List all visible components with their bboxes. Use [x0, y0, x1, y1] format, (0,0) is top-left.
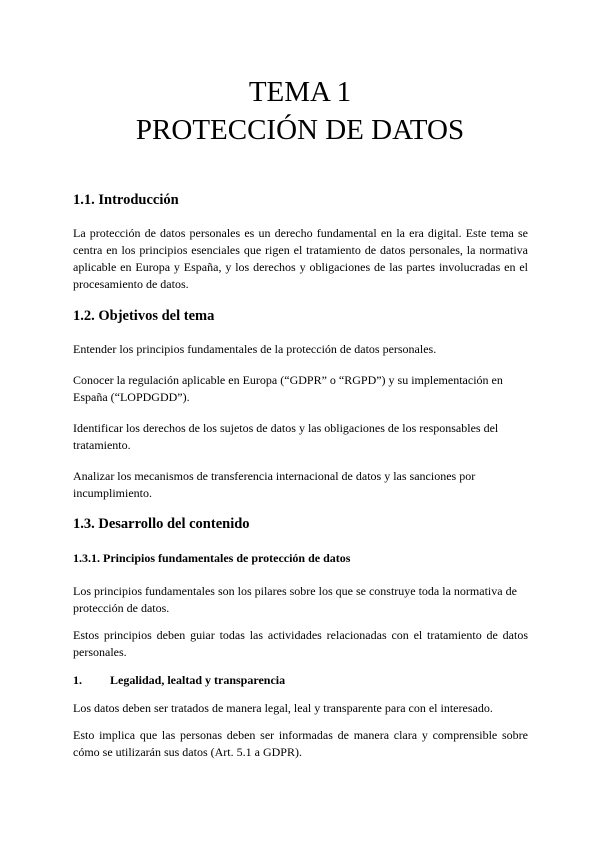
document-title-line2: PROTECCIÓN DE DATOS	[135, 114, 465, 146]
objective-item: Entender los principios fundamentales de la protección de datos personales.	[73, 342, 437, 356]
principle-paragraph-1: Los datos deben ser tratados de manera legal, leal y transparente para con el interesado.	[73, 701, 493, 715]
objective-item: Analizar los mecanismos de transferencia internacional de datos y las sanciones por incumplimiento.	[73, 469, 476, 500]
objective-item: Conocer la regulación aplicable en Europa (“GDPR” o “RGPD”) y su implementación en España (“LOPDGDD”).	[73, 373, 503, 404]
development-paragraph-2: Estos principios deben guiar todas las actividades relacionadas con el tratamiento de datos personales.	[73, 628, 528, 659]
section-heading-desarrollo: 1.3. Desarrollo del contenido	[73, 516, 250, 532]
section-heading-introduccion: 1.1. Introducción	[73, 192, 179, 208]
section-heading-objetivos: 1.2. Objetivos del tema	[73, 308, 215, 324]
principle-paragraph-2: Esto implica que las personas deben ser informadas de manera clara y comprensible sobre cómo se utilizarán sus datos (Art. 5.1 a GDPR).	[73, 728, 528, 759]
subsection-heading-principios: 1.3.1. Principios fundamentales de protección de datos	[73, 551, 351, 565]
document-title-line1: TEMA 1	[248, 76, 352, 108]
principle-number: 1.	[73, 673, 82, 687]
intro-paragraph: La protección de datos personales es un derecho fundamental en la era digital. Este tema se centra en los principios esenciales que rigen el tratamiento de datos personales, la normativa aplicable en Europa y España, y los derechos y obligaciones de las partes involucradas en el procesamiento de datos.	[73, 226, 528, 291]
principle-heading: Legalidad, lealtad y transparencia	[110, 673, 286, 687]
objective-item: Identificar los derechos de los sujetos de datos y las obligaciones de los responsables del tratamiento.	[73, 421, 499, 452]
development-paragraph-1: Los principios fundamentales son los pilares sobre los que se construye toda la normativa de protección de datos.	[73, 584, 517, 615]
